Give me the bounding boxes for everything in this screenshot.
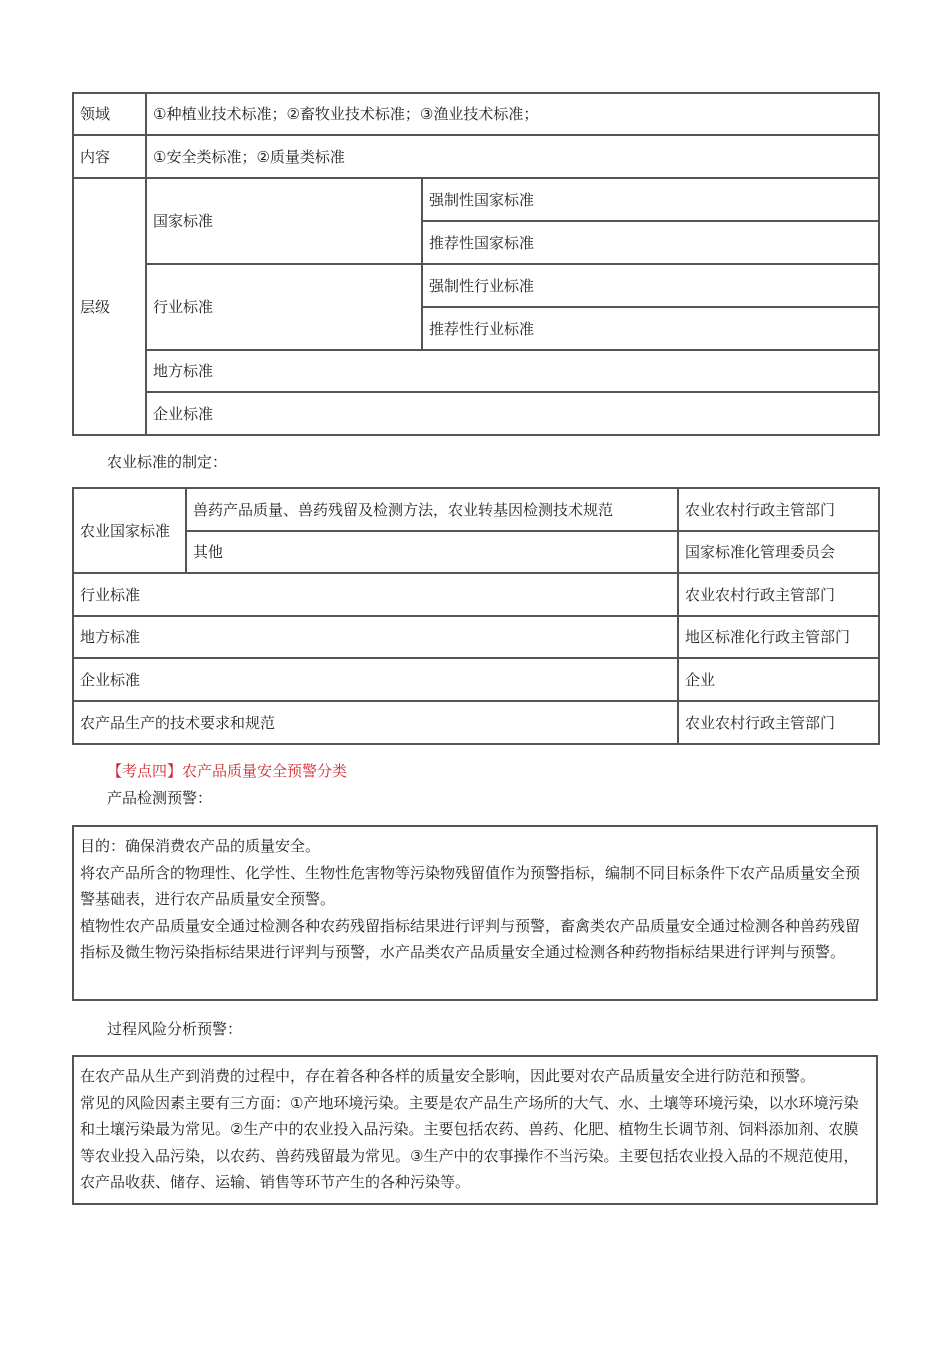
vet-scope: 兽药产品质量、兽药残留及检测方法，农业转基因检测技术规范 (186, 488, 678, 531)
enterprise-authority: 企业 (678, 658, 879, 701)
table-row (73, 178, 879, 221)
product-warning-box (72, 825, 878, 1001)
enterprise-standard: 企业标准 (146, 392, 879, 435)
table-row (73, 264, 879, 307)
content-value: ①安全类标准；②质量类标准 (146, 135, 879, 178)
local-authority: 地区标准化行政主管部门 (678, 616, 879, 658)
local-row: 地方标准 (73, 616, 678, 658)
table-row (73, 658, 879, 701)
vet-authority: 农业农村行政主管部门 (678, 488, 879, 531)
industry-mandatory: 强制性行业标准 (422, 264, 879, 307)
section-title: 【考点四】农产品质量安全预警分类 (107, 762, 348, 780)
ag-national-standard: 农业国家标准 (73, 488, 186, 573)
paragraph: 在农产品从生产到消费的过程中，存在着各种各样的质量安全影响，因此要对农产品质量安全进行防范和预警。 (80, 1067, 816, 1085)
national-recommended: 推荐性国家标准 (422, 221, 879, 264)
table-row (73, 701, 879, 744)
tech-row: 农产品生产的技术要求和规范 (73, 701, 678, 744)
table-row (73, 93, 879, 135)
standards-classification-table (72, 92, 880, 436)
formulation-table (72, 487, 880, 745)
table-row (73, 573, 879, 616)
product-heading: 产品检测预警： (107, 789, 213, 807)
domain-label: 领域 (73, 93, 146, 135)
table-row (73, 350, 879, 392)
table-row (73, 616, 879, 658)
other-authority: 国家标准化管理委员会 (678, 531, 879, 573)
local-standard: 地方标准 (146, 350, 879, 392)
process-heading: 过程风险分析预警： (107, 1020, 243, 1038)
paragraph: 植物性农产品质量安全通过检测各种农药残留指标结果进行评判与预警，畜禽类农产品质量安全通过检测各种兽药残留指标及微生物污染指标结果进行评判与预警，水产品类农产品质量安全通过检测各种药物指标结果进行评判与预警。 (80, 916, 861, 961)
national-standard: 国家标准 (146, 178, 422, 264)
other-scope: 其他 (186, 531, 678, 573)
paragraph: 将农产品所含的物理性、化学性、生物性危害物等污染物残留值作为预警指标，编制不同目标条件下农产品质量安全预警基础表，进行农产品质量安全预警。 (80, 863, 861, 908)
paragraph: 目的：确保消费农产品的质量安全。 (80, 837, 321, 855)
domain-value: ①种植业技术标准；②畜牧业技术标准；③渔业技术标准； (146, 93, 879, 135)
paragraph: 常见的风险因素主要有三方面：①产地环境污染。主要是农产品生产场所的大气、水、土壤等环境污染，以水环境污染和土壤污染最为常见。②生产中的农业投入品污染。主要包括农药、兽药、化肥、植物生长调节剂、饲料添加剂、农膜等农业投入品污染，以农药、兽药残留最为常见。③生产中的农事操作不当污染。主要包括农业投入品的不规范使用，农产品收获、储存、运输、销售等环节产生的各种污染等。 (80, 1093, 859, 1191)
level-label: 层级 (73, 178, 146, 435)
process-warning-box (72, 1055, 878, 1205)
industry-authority: 农业农村行政主管部门 (678, 573, 879, 616)
enterprise-row: 企业标准 (73, 658, 678, 701)
table-row (73, 531, 879, 573)
table-row (73, 392, 879, 435)
table-row (73, 135, 879, 178)
content-label: 内容 (73, 135, 146, 178)
industry-row: 行业标准 (73, 573, 678, 616)
table-row (73, 488, 879, 531)
formulation-heading: 农业标准的制定： (107, 453, 228, 471)
industry-recommended: 推荐性行业标准 (422, 307, 879, 350)
industry-standard: 行业标准 (146, 264, 422, 350)
national-mandatory: 强制性国家标准 (422, 178, 879, 221)
tech-authority: 农业农村行政主管部门 (678, 701, 879, 744)
